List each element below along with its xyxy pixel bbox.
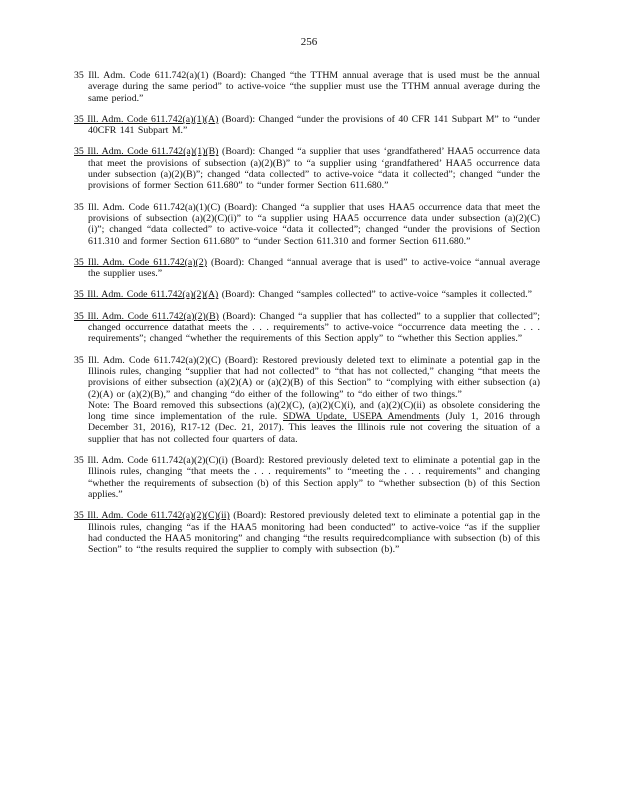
rule-change-entry	[74, 70, 540, 104]
rule-change-text: (Board): Changed “the TTHM annual average that is used must be the annual average during the same period” to active-voice “the supplier must use the TTHM annual average during the same period.”	[88, 70, 540, 104]
rule-citation: 35 Ill. Adm. Code 611.742(a)(2)	[74, 256, 207, 268]
rule-change-text: (Board): Changed “a supplier that uses ‘grandfathered’ HAA5 occurrence data that meet the provisions of subsection (a)(2)(B)” to “a supplier using ‘grandfathered’ HAA5 occurrence data under subsection (a)(2)(B)”; changed “data collected” to active-voice “data it collected”; changed “under the provisions of former Section 611.680” to “under former Section 611.680.”	[88, 146, 541, 192]
rule-change-entry	[74, 510, 540, 555]
rule-change-text: (Board): Changed “annual average that is used” to active-voice “annual average the supplier uses.”	[88, 256, 540, 280]
rule-change-entry	[74, 355, 540, 445]
case-name-reference: SDWA Update, USEPA Amendments	[283, 411, 440, 423]
rule-change-text: (Board): Changed “a supplier that has collected” to a supplier that collected”; changed occurrence datathat meets the . . . requirements” to active-voice “occurrence data meeting the . . . requirements”; changed “whether the requirements of this Section apply” to “whether this Section applies.”	[88, 310, 541, 345]
rule-change-list	[74, 70, 540, 565]
rule-citation: 35 Ill. Adm. Code 611.742(a)(2)(C)	[74, 354, 221, 366]
rule-change-entry	[74, 311, 540, 345]
rule-change-text: (Board): Changed “samples collected” to active-voice “samples it collected.”	[218, 289, 532, 301]
rule-change-entry	[74, 114, 540, 137]
rule-change-text: (Board): Restored previously deleted text to eliminate a potential gap in the Illinois rules, changing “supplier that had not collected” to “that has not collected,” changing “that meets the provisions of either subsection (a)(2)(A) or (a)(2)(B) of this Section” to “complying with either subsection (a)(2)(A) or (a)(2)(B),” and changing “do either of the following” to “do either of two things.”	[88, 354, 540, 400]
rule-change-text: (Board): Changed “under the provisions of 40 CFR 141 Subpart M” to “under 40CFR 141 Subpart M.”	[88, 113, 540, 137]
rule-change-text: (Board): Restored previously deleted text to eliminate a potential gap in the Illinois rules, changing “as if the HAA5 monitoring had been conducted” to active-voice “as if the supplier had conducted the HAA5 monitoring” and changing “the results requiredcompliance with subsection (b) of this Section” to “the results required the supplier to comply with subsection (b).”	[88, 510, 540, 556]
rule-change-entry	[74, 257, 540, 280]
board-note-text: Note: The Board removed this subsections (a)(2)(C), (a)(2)(C)(i), and (a)(2)(C)(ii) as obsolete considering the long time since implementation of the rule.	[88, 399, 540, 423]
board-note	[88, 400, 540, 445]
rule-citation: 35 Ill. Adm. Code 611.742(a)(2)(B)	[74, 310, 219, 322]
rule-change-text: (Board): Changed “a supplier that uses HAA5 occurrence data that meet the provisions of subsection (a)(2)(C)(i)” to “a supplier using HAA5 occurrence data under subsection (a)(2)(C)(i)”; changed “data collected” to active-voice “data it collected”; changed “under the provisions of Section 611.310 and former Section 611.680” to “under Section 611.310 and former Section 611.680.”	[88, 201, 541, 247]
rule-change-entry	[74, 455, 540, 500]
rule-change-text: (Board): Restored previously deleted text to eliminate a potential gap in the Illinois rules, changing “that meets the . . . requirements” to “meeting the . . . requirements” and changing “whether the requirements of subsection (b) of this Section apply” to “whether subsection (b) of this Section applies.”	[88, 455, 540, 500]
rule-citation: 35 Ill. Adm. Code 611.742(a)(1)(C)	[74, 201, 221, 213]
rule-citation: 35 Ill. Adm. Code 611.742(a)(2)(C)(i)	[74, 455, 228, 467]
board-note-text-continued: (July 1, 2016 through December 31, 2016), R17-12 (Dec. 21, 2017). This leaves the Illinois rule not covering the situation of a supplier that has not collected four quarters of data.	[88, 411, 541, 445]
rule-change-entry	[74, 146, 540, 191]
rule-change-entry	[74, 202, 540, 247]
rule-change-entry	[74, 289, 540, 300]
rule-citation: 35 Ill. Adm. Code 611.742(a)(1)	[74, 70, 209, 81]
rule-citation: 35 Ill. Adm. Code 611.742(a)(2)(C)(ii)	[74, 510, 230, 522]
rule-citation: 35 Ill. Adm. Code 611.742(a)(1)(A)	[74, 113, 219, 125]
rule-citation: 35 Ill. Adm. Code 611.742(a)(1)(B)	[74, 146, 219, 158]
rule-citation: 35 Ill. Adm. Code 611.742(a)(2)(A)	[74, 289, 219, 301]
page-number: 256	[300, 36, 318, 48]
